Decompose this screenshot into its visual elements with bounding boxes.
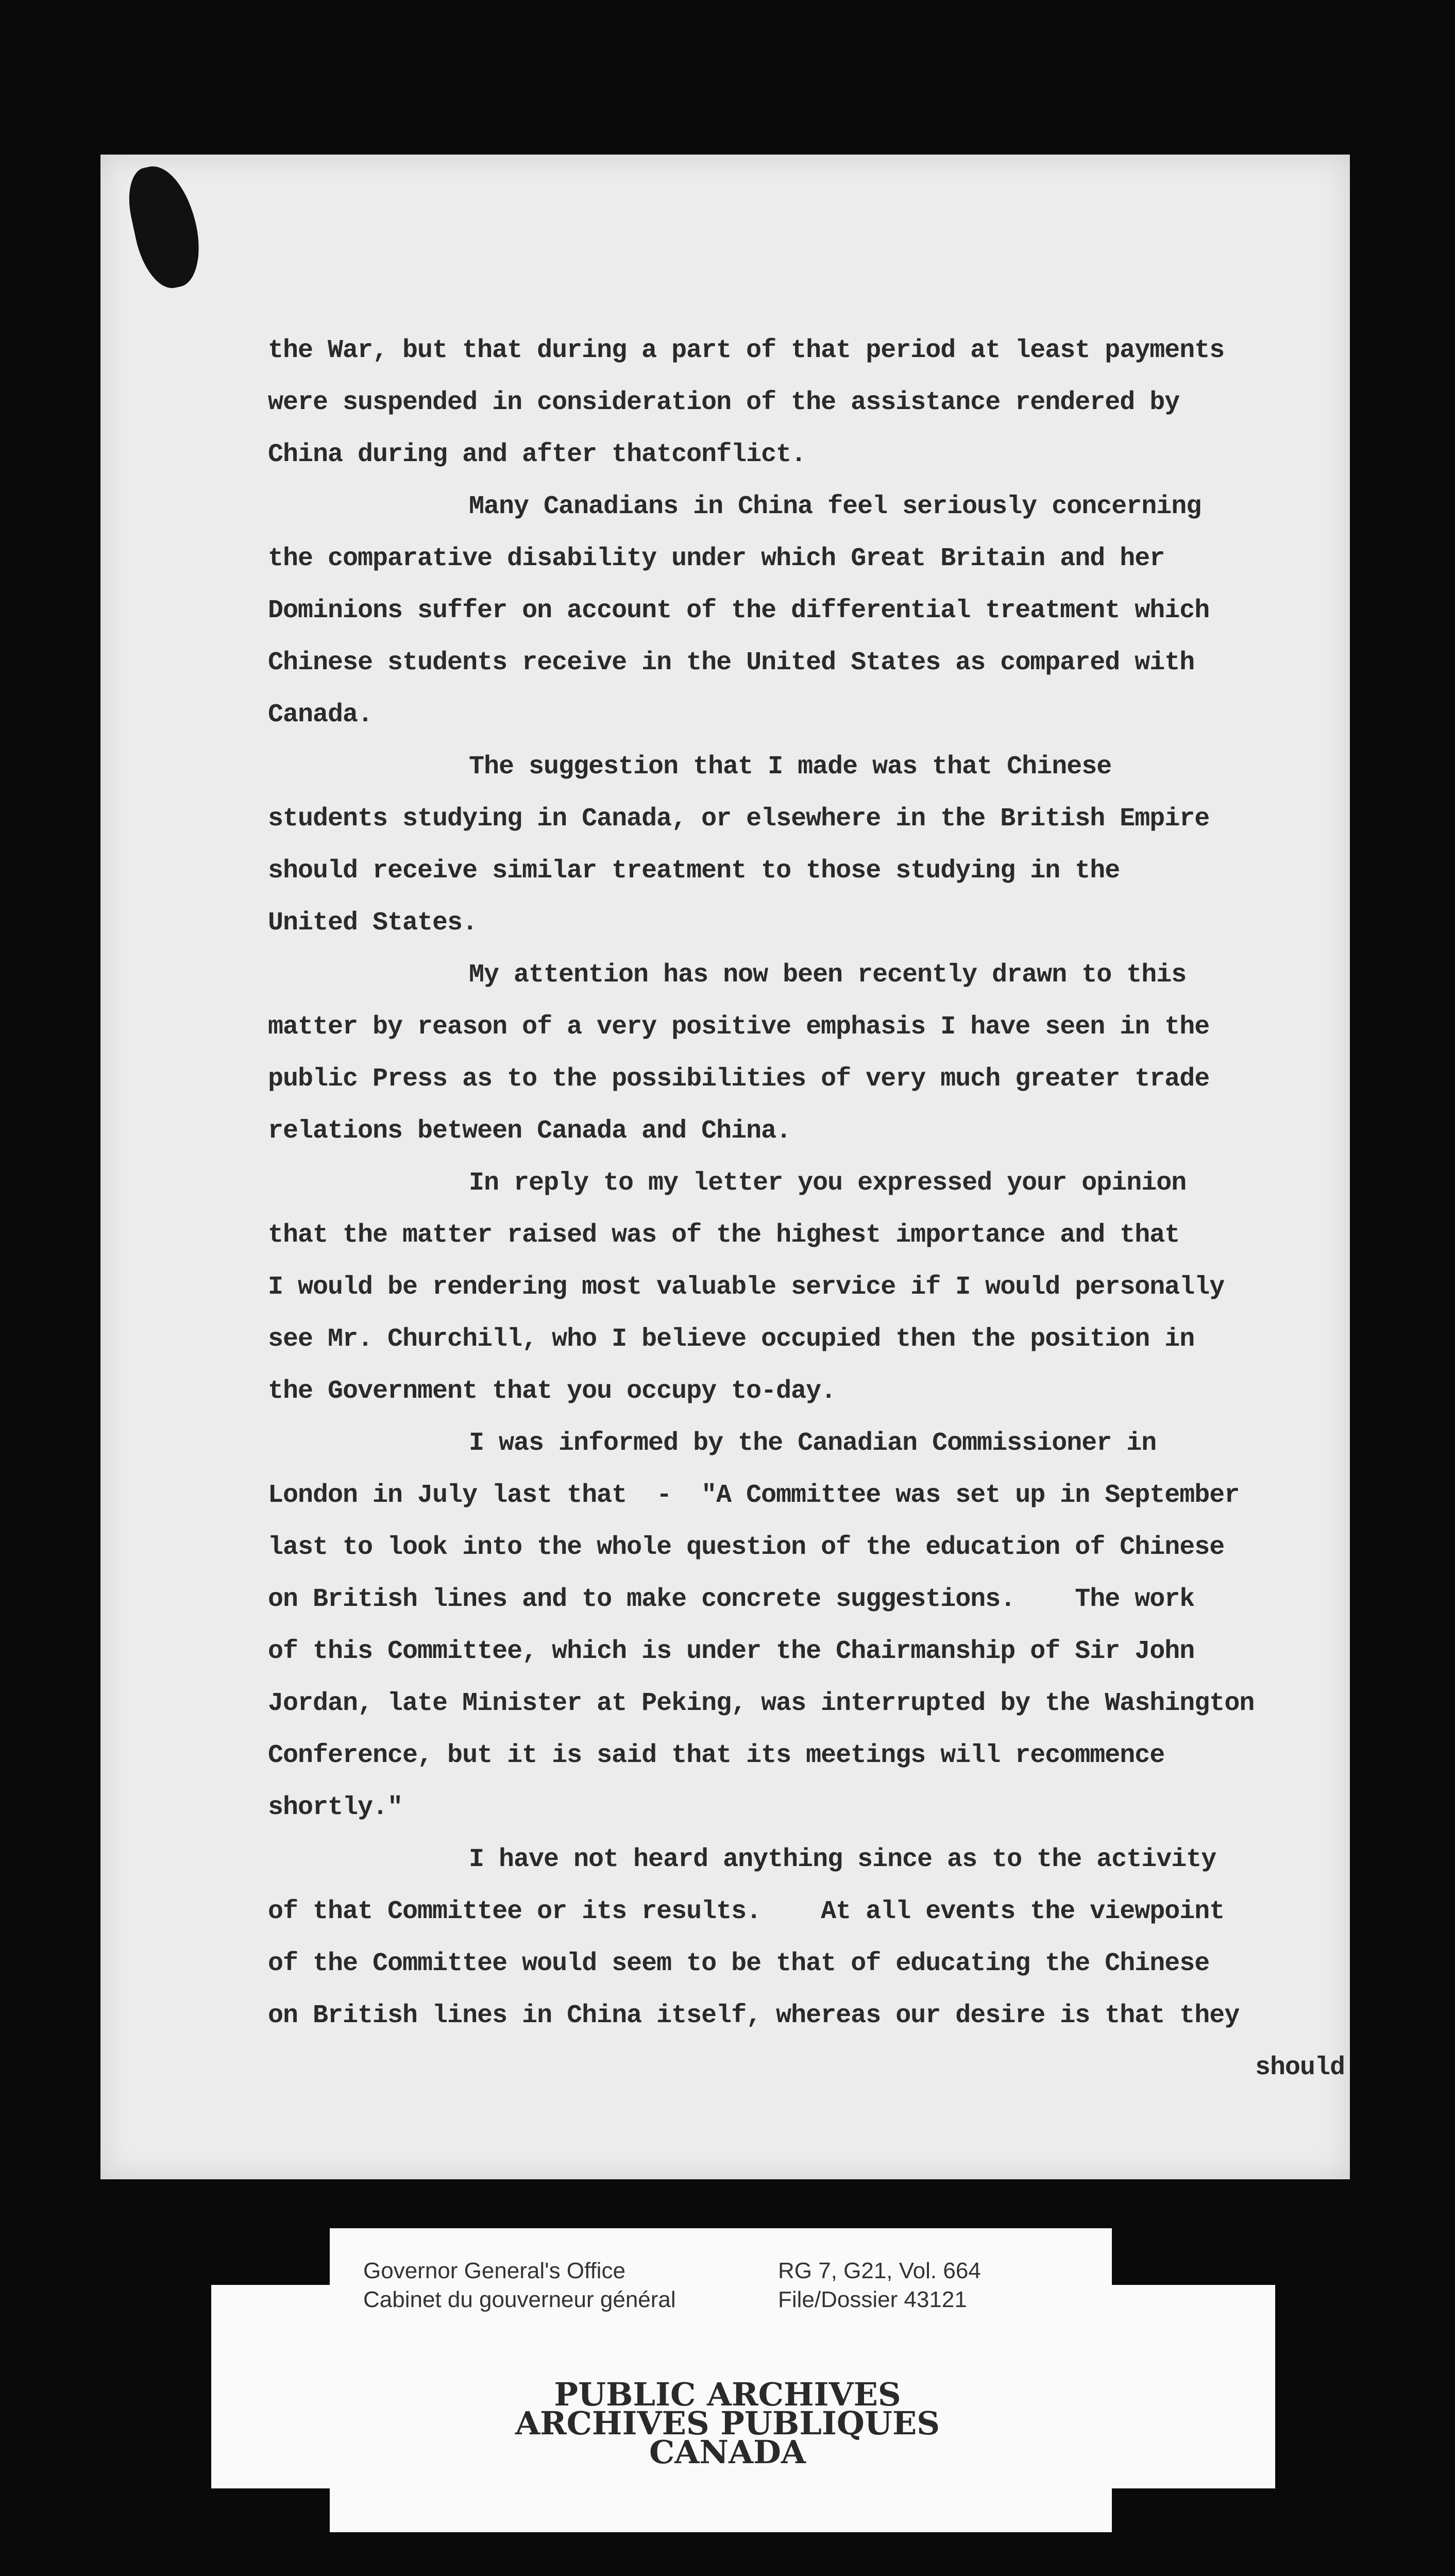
text-line: were suspended in consideration of the assistance rendered by — [268, 388, 1180, 417]
office-label — [363, 2257, 676, 2314]
reference-label — [778, 2257, 981, 2314]
office-en: Governor General's Office — [363, 2258, 625, 2283]
text-line: students studying in Canada, or elsewhere in the British Empire — [268, 804, 1210, 834]
text-line: should receive similar treatment to those studying in the — [268, 856, 1120, 886]
document-page — [100, 155, 1350, 2179]
catchword: should — [1255, 2053, 1345, 2082]
stamp-line: ARCHIVES PUBLIQUES — [515, 2404, 940, 2442]
text-line: see Mr. Churchill, who I believe occupied then the position in — [268, 1325, 1195, 1354]
letter-body — [268, 325, 1376, 2094]
text-line: My attention has now been recently drawn to this — [469, 960, 1187, 990]
office-fr: Cabinet du gouverneur général — [363, 2287, 676, 2312]
text-line: I was informed by the Canadian Commissioner in — [469, 1429, 1157, 1458]
text-line: Conference, but it is said that its meetings will recommence — [268, 1741, 1165, 1770]
stamp-line: CANADA — [649, 2433, 806, 2471]
text-line: the War, but that during a part of that period at least payments — [268, 336, 1225, 365]
text-line: matter by reason of a very positive emphasis I have seen in the — [268, 1012, 1210, 1042]
text-line: of that Committee or its results. At all events the viewpoint — [268, 1897, 1225, 1926]
text-line: Jordan, late Minister at Peking, was interrupted by the Washington — [268, 1689, 1255, 1718]
punch-hole-mark — [178, 242, 198, 268]
text-line: United States. — [268, 908, 478, 938]
file-number: File/Dossier 43121 — [778, 2287, 967, 2312]
text-line: Canada. — [268, 700, 373, 730]
text-line: China during and after thatconflict. — [268, 440, 806, 469]
text-line: on British lines in China itself, whereas our desire is that they — [268, 2001, 1240, 2030]
text-line: In reply to my letter you expressed your opinion — [469, 1168, 1187, 1198]
text-line: the comparative disability under which Great Britain and her — [268, 544, 1165, 573]
text-line: The suggestion that I made was that Chinese — [469, 752, 1112, 782]
archives-stamp — [0, 2376, 1455, 2471]
reference-number: RG 7, G21, Vol. 664 — [778, 2258, 981, 2283]
text-line: London in July last that - "A Committee was set up in September — [268, 1481, 1240, 1510]
text-line: of the Committee would seem to be that of educating the Chinese — [268, 1949, 1210, 1978]
text-line: shortly." — [268, 1793, 403, 1822]
text-line: I have not heard anything since as to the activity — [469, 1845, 1216, 1874]
text-line: Dominions suffer on account of the differential treatment which — [268, 596, 1210, 625]
text-line: Chinese students receive in the United States as compared with — [268, 648, 1195, 677]
stamp-line: PUBLIC ARCHIVES — [554, 2376, 901, 2413]
text-line: relations between Canada and China. — [268, 1116, 791, 1146]
text-line: on British lines and to make concrete suggestions. The work — [268, 1585, 1195, 1614]
text-line: last to look into the whole question of the education of Chinese — [268, 1533, 1225, 1562]
text-line: I would be rendering most valuable service if I would personally — [268, 1273, 1225, 1302]
punch-hole-mark — [122, 160, 208, 294]
text-line: of this Committee, which is under the Chairmanship of Sir John — [268, 1637, 1195, 1666]
text-line: that the matter raised was of the highest importance and that — [268, 1221, 1180, 1250]
text-line: the Government that you occupy to-day. — [268, 1377, 836, 1406]
text-line: Many Canadians in China feel seriously concerning — [469, 492, 1202, 521]
text-line: public Press as to the possibilities of very much greater trade — [268, 1064, 1210, 1094]
